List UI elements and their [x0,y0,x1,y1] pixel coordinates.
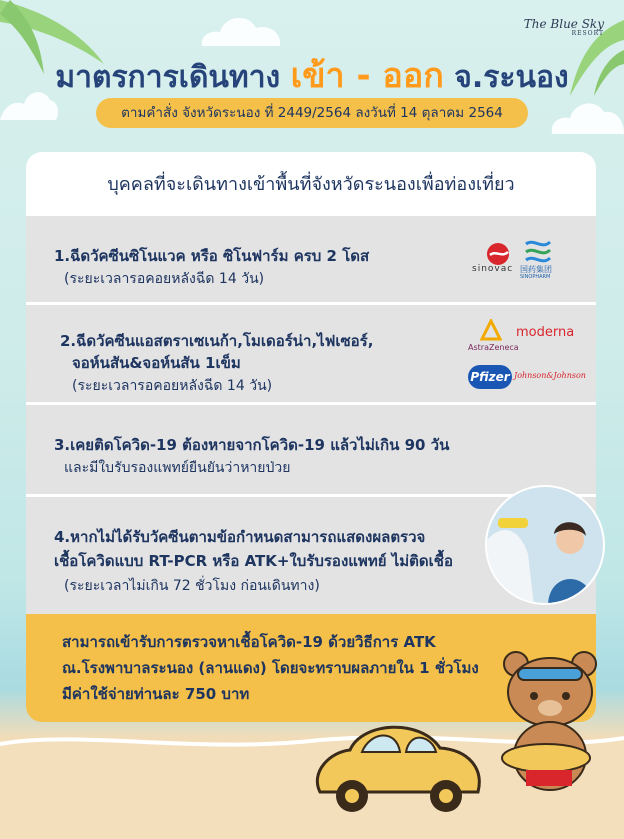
notice-line1: สามารถเข้ารับการตรวจหาเชื้อโควิด-19 ด้วยวิธีการ ATK [62,633,436,651]
jnj-label: Johnson&Johnson [514,371,586,380]
measures-card [26,152,596,722]
list-item-1 [26,216,596,302]
brand-sub: RESORT [571,30,604,38]
page-title [0,48,624,102]
car-illustration [300,712,490,822]
bear-mascot [494,646,606,796]
item-2-line2: จอห์นสัน&จอห์นสัน 1เข็ม [72,354,241,372]
item-4-line1: 4.หากไม่ได้รับวัคซีนตามข้อกำหนดสามารถแสดงผลตรวจ [54,528,426,546]
title-part1: มาตรการเดินทาง [55,60,281,95]
covid-test-photo [484,484,606,606]
sinopharm-label: SINOPHARM [520,274,551,280]
item-1-note: (ระยะเวลารอคอยหลังฉีด 14 วัน) [64,271,265,287]
item-4-line2: เชื้อโควิดแบบ RT-PCR หรือ ATK+ใบรับรองแพทย์ ไม่ติดเชื้อ [54,552,453,570]
notice-line2: ณ.โรงพาบาลระนอง (ลานแดง) โดยจะทราบผลภายใน 1 ชั่วโมง [62,659,479,677]
sinovac-logo-icon [478,240,518,280]
cloud-top [196,8,286,50]
item-4-note: (ระยะเวลาไม่เกิน 72 ชั่วโมง ก่อนเดินทาง) [64,578,320,594]
order-subtitle: ตามคำสั่ง จังหวัดระนอง ที่ 2449/2564 ลงวันที่ 14 ตุลาคม 2564 [96,98,528,128]
brand-name: The Blue Sky [523,17,604,31]
pfizer-label: Pfizer [468,365,512,389]
title-part3: จ.ระนอง [454,60,569,95]
astrazeneca-label: AstraZeneca [468,343,519,352]
moderna-label: moderna [516,325,575,340]
notice-line3: มีค่าใช้จ่ายท่านละ 750 บาท [62,685,250,703]
item-1-text: 1.ฉีดวัคซีนซิโนแวค หรือ ซิโนฟาร์ม ครบ 2 โดส [54,247,370,265]
astrazeneca-logo-icon [480,319,502,341]
sinopharm-cn-label: 国药集团 [520,265,552,274]
item-3-note: และมีใบรับรองแพทย์ยืนยันว่าหายป่วย [64,460,291,476]
list-item-3 [26,402,596,494]
item-3-text: 3.เคยติดโควิด-19 ต้องหายจากโควิด-19 แล้วไม่เกิน 90 วัน [54,436,450,454]
item-2-note: (ระยะเวลารอคอยหลังฉีด 14 วัน) [72,378,273,394]
card-heading: บุคคลที่จะเดินทางเข้าพื้นที่จังหวัดระนองเพื่อท่องเที่ยว [26,152,596,216]
title-part2: เข้า - ออก [290,56,444,96]
sinovac-label: sinovac [472,264,514,274]
item-2-line1: 2.ฉีดวัคซีนแอสตราเซเนก้า,โมเดอร์น่า,ไฟเซอร์, [60,332,374,350]
list-item-2 [26,302,596,402]
brand-logo [524,18,604,38]
sinopharm-logo-icon [522,236,552,266]
